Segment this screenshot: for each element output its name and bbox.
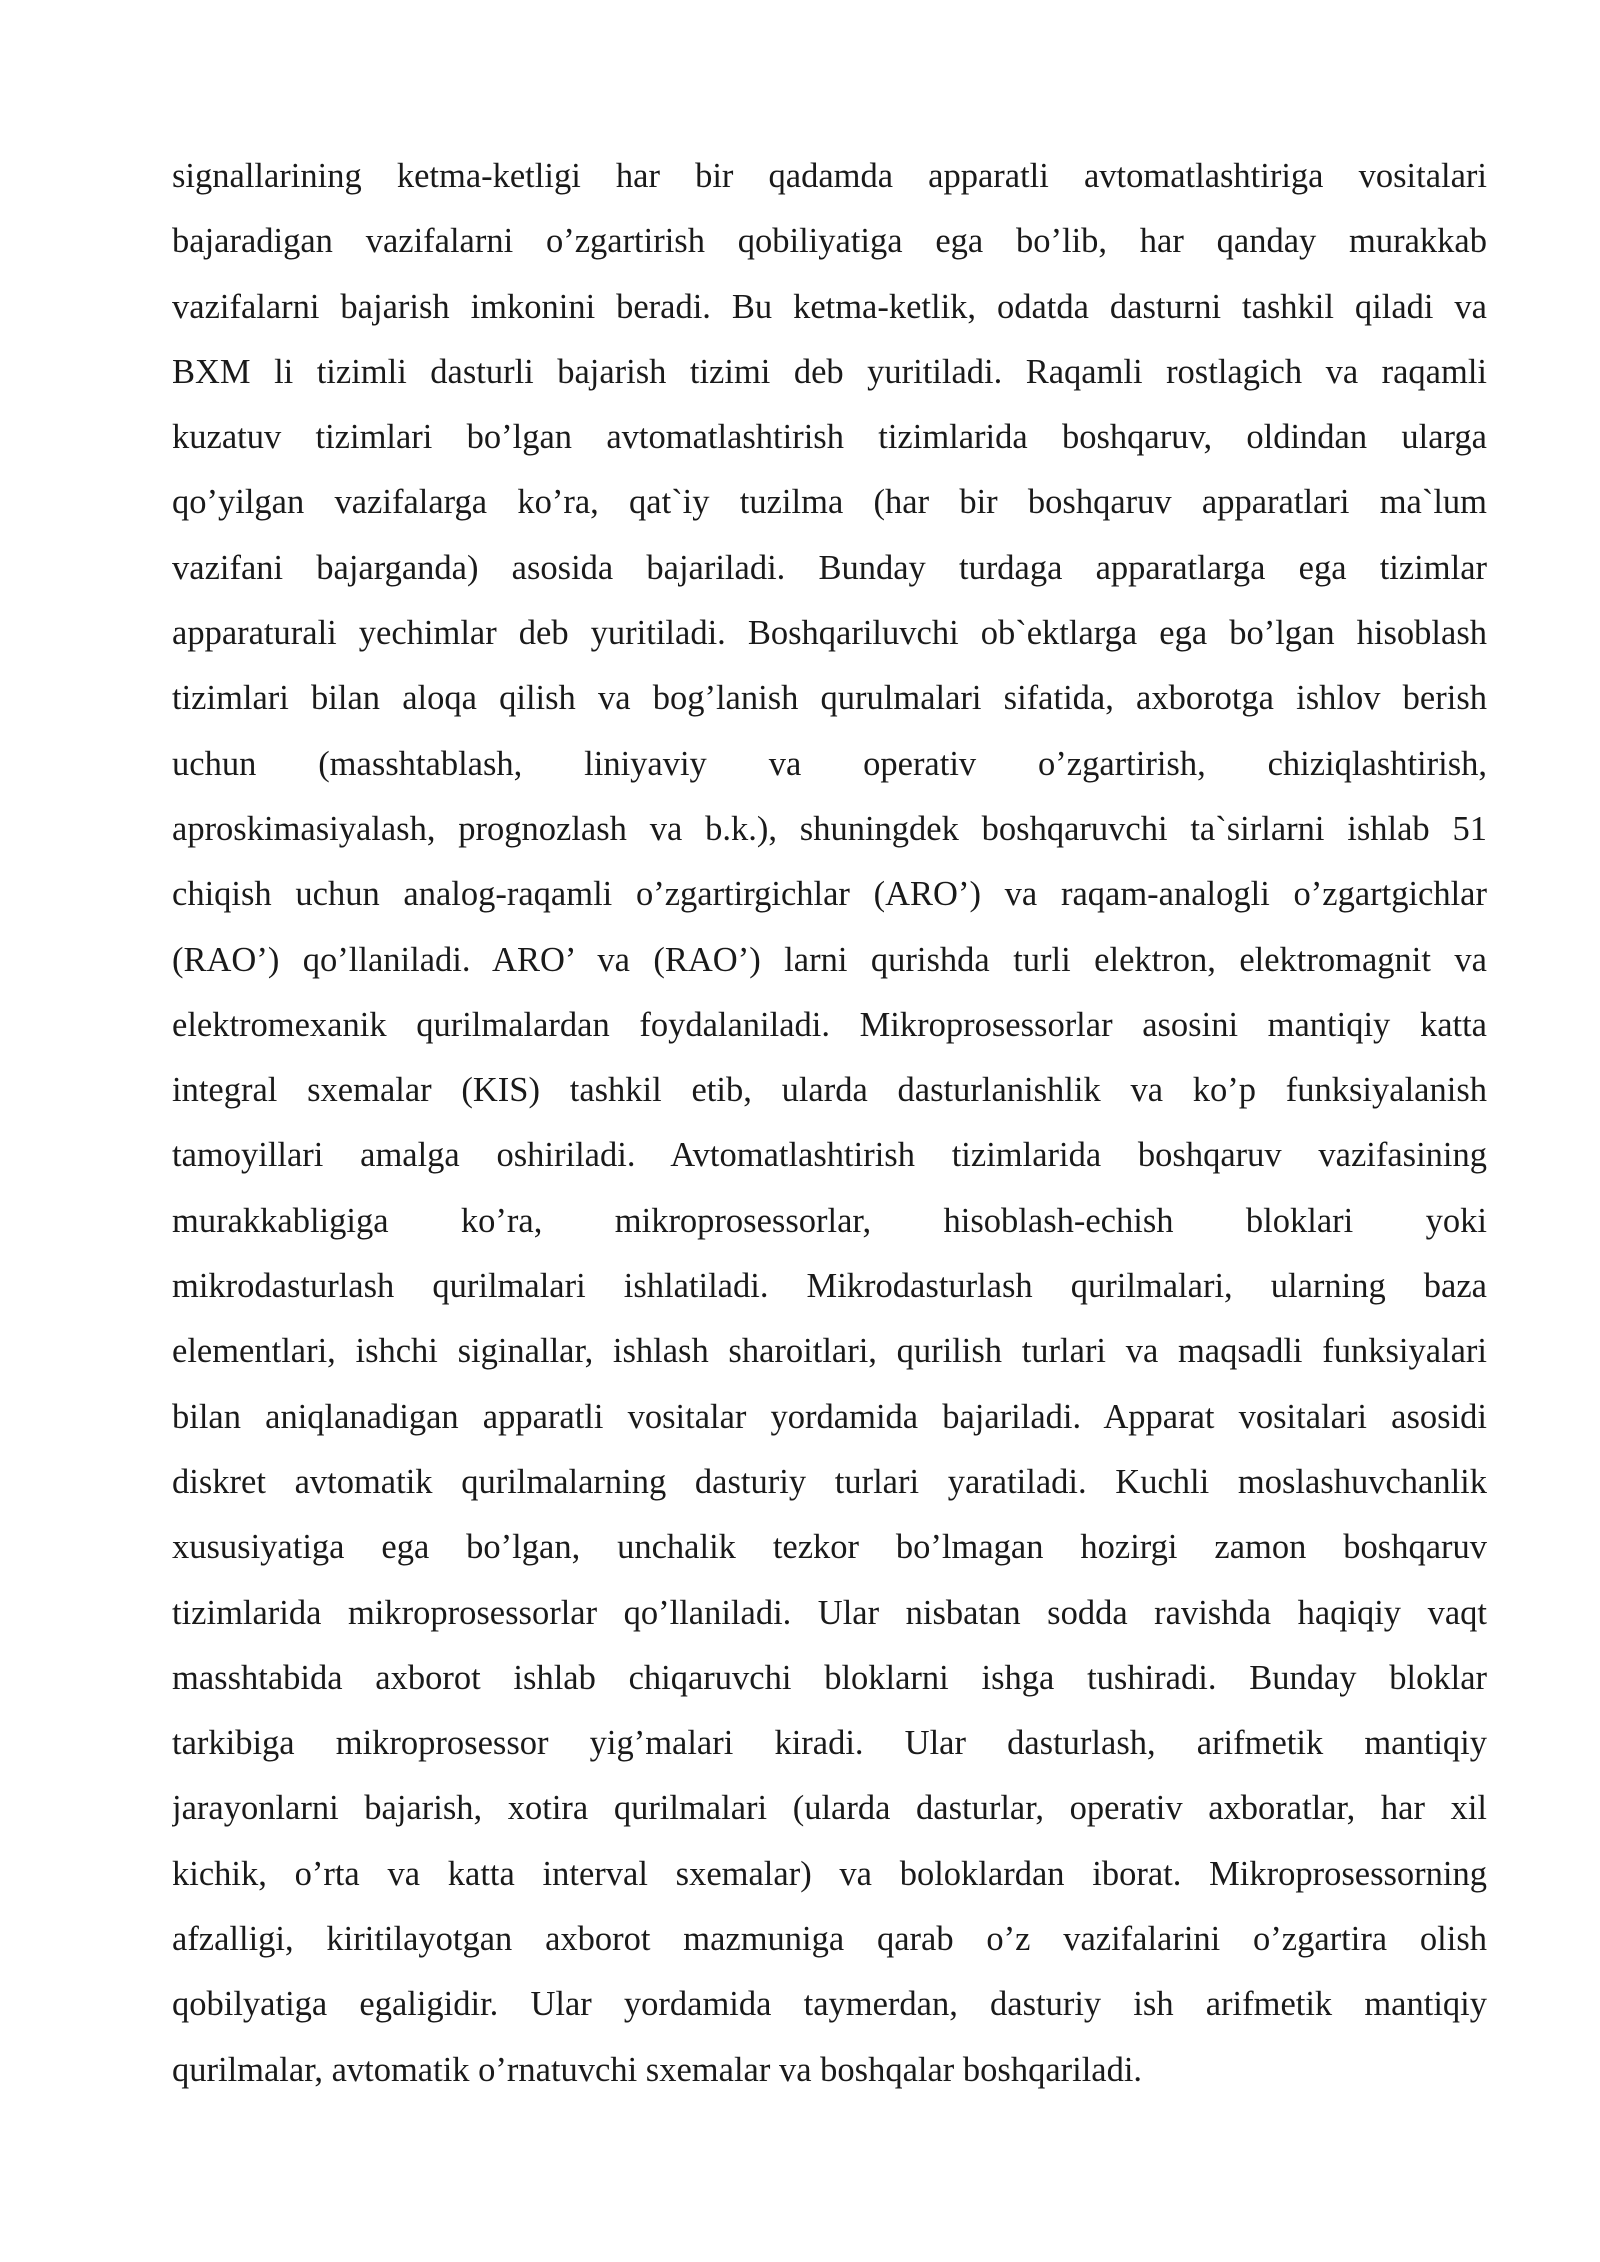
text-line: uchun (masshtablash, liniyaviy va operativ o’zgartirish, chiziqlashtirish, [172, 744, 1487, 783]
text-line: qo’yilgan vazifalarga ko’ra, qat`iy tuzilma (har bir boshqaruv apparatlari ma`lum [172, 483, 1487, 522]
text-line: qurilmalar, avtomatik o’rnatuvchi sxemalar va boshqalar boshqariladi. [172, 2050, 1143, 2089]
text-line: afzalligi, kiritilayotgan axborot mazmuniga qarab o’z vazifalarini o’zgartira olish [172, 1920, 1487, 1959]
text-line: xususiyatiga ega bo’lgan, unchalik tezkor bo’lmagan hozirgi zamon boshqaruv [172, 1528, 1487, 1567]
text-line: tamoyillari amalga oshiriladi. Avtomatlashtirish tizimlarida boshqaruv vazifasining [172, 1136, 1487, 1175]
text-line: aproskimasiyalash, prognozlash va b.k.), shuningdek boshqaruvchi ta`sirlarni ishlab 51 [172, 809, 1487, 848]
text-line: mikrodasturlash qurilmalari ishlatiladi. Mikrodasturlash qurilmalari, ularning baza [172, 1267, 1487, 1306]
text-line: bilan aniqlanadigan apparatli vositalar yordamida bajariladi. Apparat vositalari asosidi [172, 1397, 1487, 1436]
text-line: qobilyatiga egaligidir. Ular yordamida taymerdan, dasturiy ish arifmetik mantiqiy [172, 1985, 1487, 2024]
text-line: chiqish uchun analog-raqamli o’zgartirgichlar (ARO’) va raqam-analogli o’zgartgichlar [172, 875, 1487, 914]
text-line: (RAO’) qo’llaniladi. ARO’ va (RAO’) larni qurishda turli elektron, elektromagnit va [172, 940, 1487, 979]
text-line: apparaturali yechimlar deb yuritiladi. Boshqariluvchi ob`ektlarga ega bo’lgan hisoblash [172, 614, 1487, 653]
text-line: BXM li tizimli dasturli bajarish tizimi deb yuritiladi. Raqamli rostlagich va raqamli [172, 352, 1487, 391]
text-line: tizimlarida mikroprosessorlar qo’llaniladi. Ular nisbatan sodda ravishda haqiqiy vaqt [172, 1593, 1487, 1632]
body-paragraph [172, 153, 1487, 2112]
text-line: vazifani bajarganda) asosida bajariladi. Bunday turdaga apparatlarga ega tizimlar [172, 548, 1487, 587]
text-line: diskret avtomatik qurilmalarning dasturiy turlari yaratiladi. Kuchli moslashuvchanlik [172, 1462, 1487, 1501]
text-line: signallarining ketma-ketligi har bir qadamda apparatli avtomatlashtiriga vositalari [172, 157, 1487, 195]
text-line: murakkabligiga ko’ra, mikroprosessorlar, hisoblash-echish bloklari yoki [172, 1201, 1487, 1240]
text-line: bajaradigan vazifalarni o’zgartirish qobiliyatiga ega bo’lib, har qanday murakkab [172, 222, 1487, 261]
text-line: elementlari, ishchi siginallar, ishlash sharoitlari, qurilish turlari va maqsadli funksiyalari [172, 1332, 1487, 1371]
text-line: tarkibiga mikroprosessor yig’malari kiradi. Ular dasturlash, arifmetik mantiqiy [172, 1724, 1487, 1763]
text-line: kichik, o’rta va katta interval sxemalar) va boloklardan iborat. Mikroprosessorning [172, 1854, 1487, 1893]
text-line: jarayonlarni bajarish, xotira qurilmalari (ularda dasturlar, operativ axboratlar, har xil [172, 1789, 1487, 1828]
text-line: masshtabida axborot ishlab chiqaruvchi bloklarni ishga tushiradi. Bunday bloklar [172, 1658, 1487, 1697]
text-line: vazifalarni bajarish imkonini beradi. Bu ketma-ketlik, odatda dasturni tashkil qiladi va [172, 287, 1487, 326]
text-line: tizimlari bilan aloqa qilish va bog’lanish qurulmalari sifatida, axborotga ishlov berish [172, 679, 1487, 718]
text-line: integral sxemalar (KIS) tashkil etib, ularda dasturlanishlik va ko’p funksiyalanish [172, 1071, 1487, 1110]
text-line: elektromexanik qurilmalardan foydalaniladi. Mikroprosessorlar asosini mantiqiy katta [172, 1005, 1487, 1044]
text-line: kuzatuv tizimlari bo’lgan avtomatlashtirish tizimlarida boshqaruv, oldindan ularga [172, 418, 1487, 457]
